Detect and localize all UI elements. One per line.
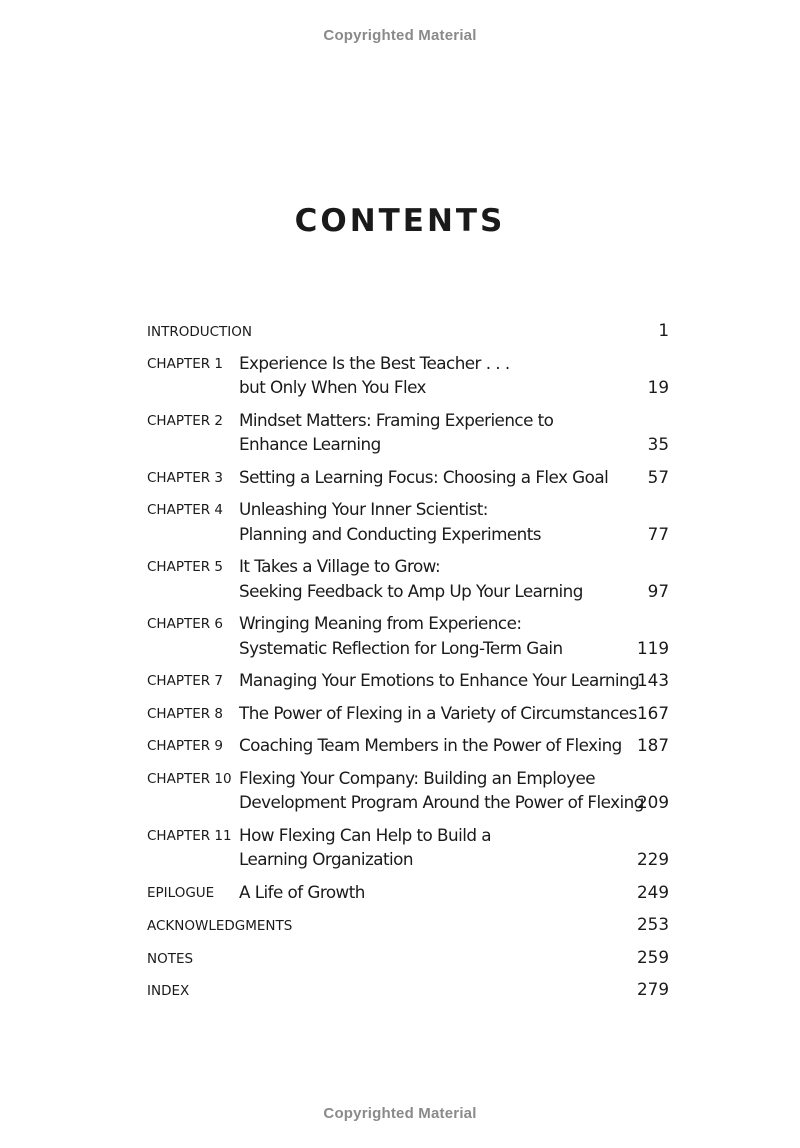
toc-page-number: 35 — [647, 434, 669, 454]
toc-entry-label: CHAPTER 1 — [147, 355, 223, 372]
toc-entry-label: CHAPTER 9 — [147, 738, 223, 754]
toc-entry-title-line: but Only When You Flex — [239, 377, 426, 397]
toc-page-number: 1 — [658, 320, 669, 340]
toc-entry — [147, 766, 669, 815]
toc-page-number: 77 — [647, 523, 669, 544]
toc-entry — [147, 823, 669, 872]
toc-entry — [147, 554, 669, 603]
toc-entry — [147, 945, 669, 970]
toc-entry-title-line: Learning Organization — [239, 849, 413, 869]
copyright-watermark-top: Copyrighted Material — [323, 27, 477, 44]
toc-entry-label: NOTES — [147, 950, 194, 967]
toc-entry — [147, 465, 669, 490]
toc-entry-label: CHAPTER 3 — [147, 469, 223, 486]
toc-entry-label: CHAPTER 11 — [147, 827, 232, 844]
toc-page-number: 253 — [636, 914, 669, 934]
toc-page-number: 279 — [636, 979, 669, 999]
toc-entry-title — [239, 554, 609, 603]
toc-entry-title-line — [239, 912, 609, 937]
toc-entry-title-line: Enhance Learning — [239, 434, 381, 454]
toc-entry-title — [239, 912, 609, 937]
toc-entry — [147, 351, 669, 400]
toc-entry-label: ACKNOWLEDGMENTS — [147, 918, 293, 934]
toc-page-number: 187 — [636, 735, 669, 755]
toc-entry-title-line: A Life of Growth — [239, 881, 365, 902]
toc-entry-title-line — [239, 945, 609, 970]
toc-page-number: 143 — [636, 670, 669, 690]
toc-entry-title — [239, 880, 609, 905]
toc-entry — [147, 912, 669, 937]
toc-page-number: 119 — [636, 637, 669, 658]
toc-entry-label: CHAPTER 7 — [147, 673, 223, 689]
toc-entry-label: CHAPTER 8 — [147, 705, 223, 722]
toc-entry — [147, 611, 669, 660]
toc-entry — [147, 733, 669, 758]
toc-entry-title-line: How Flexing Can Help to Build a — [239, 824, 491, 845]
toc-entry-title-line: Experience Is the Best Teacher . . . — [239, 352, 510, 373]
toc-entry-title — [239, 465, 609, 490]
toc-page-number: 97 — [647, 580, 669, 601]
toc-entry-title-line: Managing Your Emotions to Enhance Your Learning — [239, 670, 640, 690]
toc-page-number: 57 — [647, 466, 669, 487]
toc-entry-label: CHAPTER 6 — [147, 616, 223, 632]
toc-entry-title — [239, 977, 609, 1002]
toc-page-number: 249 — [636, 881, 669, 902]
toc-entry-title-line: Seeking Feedback to Amp Up Your Learning — [239, 580, 583, 601]
copyright-watermark-bottom: Copyrighted Material — [323, 1105, 477, 1122]
toc-entry-title — [239, 318, 609, 343]
toc-page-number: 19 — [647, 377, 669, 397]
page-title: CONTENTS — [294, 203, 506, 239]
toc-entry-label: INTRODUCTION — [147, 324, 252, 340]
toc-entry-title-line: Coaching Team Members in the Power of Flexing — [239, 735, 622, 755]
toc-entry-title — [239, 351, 609, 400]
toc-entry-title-line — [239, 318, 609, 343]
toc-page-number: 209 — [636, 792, 669, 812]
toc-entry-title-line: Unleashing Your Inner Scientist: — [239, 499, 488, 519]
toc-entry-label: CHAPTER 10 — [147, 770, 232, 787]
toc-entry-title — [239, 611, 609, 660]
toc-entry-label: CHAPTER 5 — [147, 559, 223, 575]
table-of-contents — [147, 318, 669, 1010]
toc-entry-title-line: Flexing Your Company: Building an Employee — [239, 767, 595, 788]
toc-entry — [147, 977, 669, 1002]
toc-entry-title — [239, 733, 622, 758]
toc-entry-title-line: The Power of Flexing in a Variety of Circumstances — [239, 702, 637, 723]
toc-entry-title-line: Wringing Meaning from Experience: — [239, 613, 522, 633]
toc-page-number: 229 — [636, 849, 669, 869]
toc-entry — [147, 701, 669, 726]
toc-entry — [147, 318, 669, 343]
toc-entry-title — [239, 823, 609, 872]
toc-entry-label: EPILOGUE — [147, 884, 215, 901]
toc-entry-label: CHAPTER 4 — [147, 502, 223, 518]
toc-entry-label: INDEX — [147, 983, 190, 999]
toc-entry-title — [239, 497, 609, 546]
toc-entry-title-line: Mindset Matters: Framing Experience to — [239, 409, 554, 430]
toc-page-number: 259 — [636, 946, 669, 967]
toc-entry-title-line: Planning and Conducting Experiments — [239, 523, 541, 544]
toc-page-number: 167 — [636, 702, 669, 723]
toc-entry-title — [239, 766, 644, 815]
toc-entry-title-line: Development Program Around the Power of Flexing — [239, 792, 644, 812]
toc-entry — [147, 497, 669, 546]
toc-entry-title — [239, 701, 637, 726]
toc-entry-title — [239, 668, 640, 693]
toc-entry-title — [239, 945, 609, 970]
toc-entry-title-line: Setting a Learning Focus: Choosing a Flex Goal — [239, 466, 609, 487]
toc-entry-title-line: Systematic Reflection for Long-Term Gain — [239, 637, 563, 658]
toc-entry — [147, 880, 669, 905]
toc-entry-title — [239, 408, 609, 457]
toc-entry-title-line — [239, 977, 609, 1002]
toc-entry-label: CHAPTER 2 — [147, 412, 223, 429]
toc-entry-title-line: It Takes a Village to Grow: — [239, 556, 441, 576]
toc-entry — [147, 408, 669, 457]
toc-entry — [147, 668, 669, 693]
